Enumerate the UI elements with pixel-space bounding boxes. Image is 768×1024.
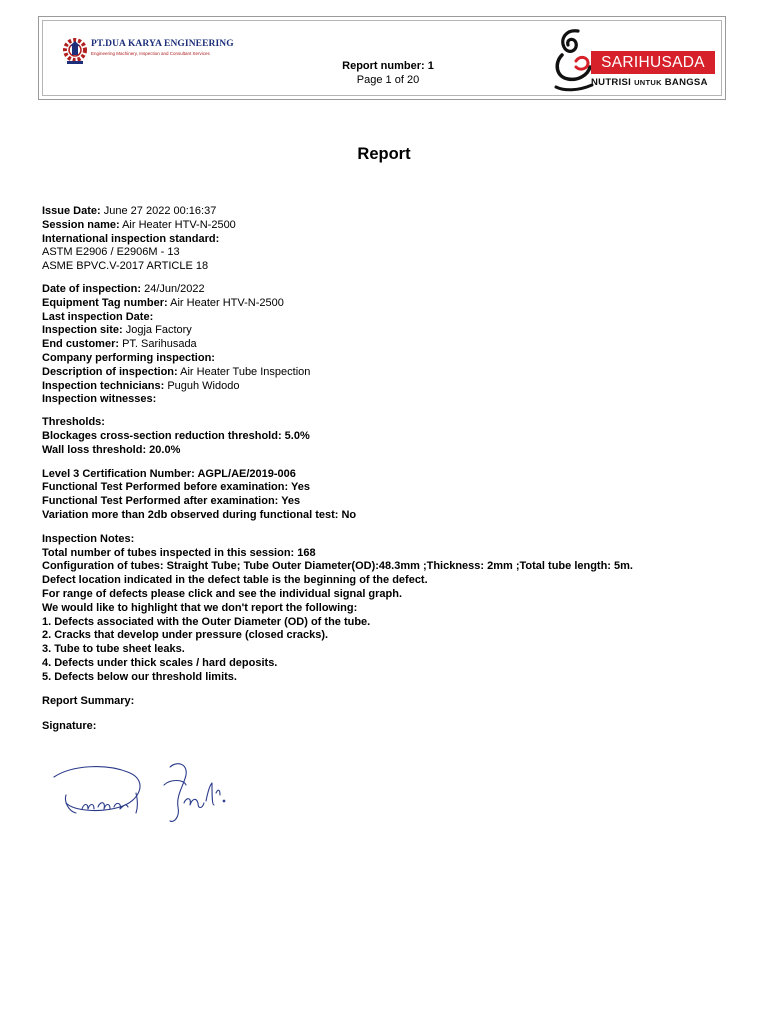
sarihusada-logo [548, 25, 723, 99]
note-line: Defect location indicated in the defect table is the beginning of the defect. [42, 574, 428, 587]
page-title: Report [357, 145, 411, 163]
note-line: We would like to highlight that we don't report the following: [42, 601, 358, 614]
header-inner-frame [42, 20, 722, 96]
functional-test-after: Functional Test Performed after examination: Yes [42, 495, 301, 508]
signature-label: Signature: [42, 720, 97, 733]
wall-loss-threshold: Wall loss threshold: 20.0% [42, 443, 181, 456]
report-body [42, 205, 742, 734]
brand-tagline-b: UNTUK [634, 78, 662, 87]
note-line: 3. Tube to tube sheet leaks. [42, 643, 185, 656]
note-line: 5. Defects below our threshold limits. [42, 670, 237, 683]
handwritten-signature [52, 755, 232, 830]
session-label: Session name: [42, 218, 120, 231]
dua-karya-logo [61, 31, 251, 71]
inspection-date-row [42, 283, 742, 297]
session-row [42, 219, 742, 233]
end-customer-value: PT. Sarihusada [122, 338, 197, 351]
inspection-notes-heading: Inspection Notes: [42, 532, 135, 545]
variation-observed: Variation more than 2db observed during functional test: No [42, 508, 357, 521]
standard-value-1: ASTM E2906 / E2906M - 13 [42, 246, 180, 259]
report-meta [313, 59, 463, 87]
note-line: Configuration of tubes: Straight Tube; Tube Outer Diameter(OD):48.3mm ;Thickness: 2mm ;Total tube length: 5m. [42, 560, 633, 573]
note-line: 4. Defects under thick scales / hard deposits. [42, 656, 278, 669]
last-inspection-label: Last inspection Date: [42, 310, 154, 323]
thresholds-heading: Thresholds: [42, 416, 105, 429]
brand-tagline [591, 77, 715, 88]
session-value: Air Heater HTV-N-2500 [122, 218, 236, 231]
report-number: Report number: 1 [342, 60, 434, 72]
end-customer-label: End customer: [42, 338, 120, 351]
inspection-site-label: Inspection site: [42, 324, 123, 337]
equipment-tag-value: Air Heater HTV-N-2500 [170, 296, 284, 309]
note-line: 1. Defects associated with the Outer Diameter (OD) of the tube. [42, 615, 371, 628]
description-row [42, 366, 742, 380]
end-customer-row [42, 338, 742, 352]
witnesses-label: Inspection witnesses: [42, 393, 157, 406]
company-name: PT.DUA KARYA ENGINEERING [91, 39, 234, 49]
issue-date-value: June 27 2022 00:16:37 [103, 205, 217, 217]
equipment-tag-row [42, 297, 742, 311]
inspection-date-value: 24/Jun/2022 [144, 282, 205, 295]
report-header [38, 16, 726, 100]
page-indicator: Page 1 of 20 [356, 74, 420, 86]
issue-date-label: Issue Date: [42, 205, 101, 217]
report-summary-label: Report Summary: [42, 694, 135, 707]
technicians-value: Puguh Widodo [167, 379, 240, 392]
blockage-threshold: Blockages cross-section reduction threshold: 5.0% [42, 429, 310, 442]
standard-label: International inspection standard: [42, 232, 220, 245]
functional-test-before: Functional Test Performed before examination: Yes [42, 481, 310, 494]
description-value: Air Heater Tube Inspection [180, 365, 311, 378]
note-line: 2. Cracks that develop under pressure (closed cracks). [42, 629, 329, 642]
standard-value-2: ASME BPVC.V-2017 ARTICLE 18 [42, 260, 209, 273]
brand-tagline-c: BANGSA [664, 77, 708, 88]
technicians-label: Inspection technicians: [42, 379, 165, 392]
company-performing-label: Company performing inspection: [42, 351, 215, 364]
description-label: Description of inspection: [42, 365, 178, 378]
gear-logo-icon [61, 35, 89, 65]
brand-tagline-a: NUTRISI [591, 77, 632, 88]
note-line: For range of defects please click and see the individual signal graph. [42, 587, 403, 600]
technicians-row [42, 380, 742, 394]
equipment-tag-label: Equipment Tag number: [42, 296, 168, 309]
inspection-date-label: Date of inspection: [42, 282, 142, 295]
note-line: Total number of tubes inspected in this session: 168 [42, 546, 316, 559]
brand-name-badge: SARIHUSADA [591, 51, 715, 74]
company-tagline: Engineering Machinery, Inspection and Consultant Services [91, 51, 210, 56]
issue-date-row [42, 205, 742, 219]
inspection-site-row [42, 324, 742, 338]
level3-certification: Level 3 Certification Number: AGPL/AE/2019-006 [42, 467, 296, 480]
inspection-site-value: Jogja Factory [125, 324, 192, 337]
